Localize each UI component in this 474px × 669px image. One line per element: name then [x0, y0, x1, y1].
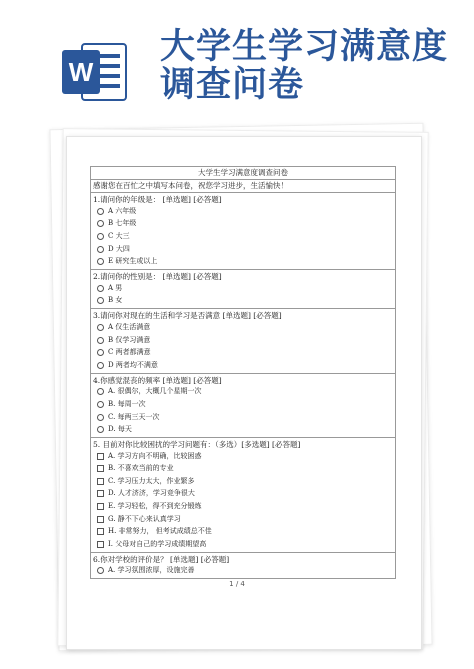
- option-label: A. 学习方向不明确，比较困惑: [108, 451, 202, 460]
- option-label: C 大三: [108, 231, 130, 240]
- answer-option[interactable]: [97, 243, 393, 256]
- option-list: [93, 321, 393, 371]
- checkbox-icon[interactable]: [97, 490, 104, 497]
- checkbox-icon[interactable]: [97, 528, 104, 535]
- answer-option[interactable]: [97, 450, 393, 463]
- question-block: [90, 552, 396, 580]
- option-label: B. 不喜欢当前的专业: [108, 464, 174, 473]
- answer-option[interactable]: [97, 513, 393, 526]
- answer-option[interactable]: [97, 463, 393, 476]
- option-label: C. 学习压力太大，作业繁多: [108, 476, 195, 485]
- title-line-1: 大学生学习满意度: [160, 26, 449, 67]
- radio-icon[interactable]: [97, 349, 104, 356]
- radio-icon[interactable]: [97, 258, 104, 265]
- page-indicator: 1 / 4: [229, 580, 245, 588]
- option-label: D 两者均不满意: [108, 360, 158, 369]
- survey-form: [90, 166, 396, 579]
- question-text: 2.请问你的性别是： [单选题] [必答题]: [93, 271, 222, 281]
- option-label: H. 非常努力， 但考试成绩总不佳: [108, 527, 212, 536]
- answer-option[interactable]: [97, 488, 393, 501]
- word-app-icon: [60, 40, 128, 104]
- option-label: A. 学习氛围浓厚，设施完善: [108, 566, 195, 575]
- survey-intro: 感谢您在百忙之中填写本问卷，祝您学习进步，生活愉快！: [90, 179, 396, 192]
- option-label: I. 父母对自己的学习成绩期望高: [108, 539, 207, 548]
- radio-icon[interactable]: [97, 297, 104, 304]
- answer-option[interactable]: [97, 423, 393, 436]
- question-text: 3.请问你对现在的生活和学习是否满意 [单选题] [必答题]: [93, 311, 282, 321]
- svg-text:W: W: [68, 57, 94, 87]
- question-block: [90, 437, 396, 552]
- checkbox-icon[interactable]: [97, 453, 104, 460]
- option-list: [93, 565, 393, 578]
- radio-icon[interactable]: [97, 233, 104, 240]
- answer-option[interactable]: [97, 282, 393, 295]
- option-label: B 女: [108, 296, 123, 305]
- option-label: A 仅生活满意: [108, 322, 151, 331]
- question-block: [90, 308, 396, 372]
- answer-option[interactable]: [97, 525, 393, 538]
- survey-title: 大学生学习满意度调查问卷: [90, 166, 396, 179]
- option-label: B. 每周一次: [108, 399, 146, 408]
- checkbox-icon[interactable]: [97, 465, 104, 472]
- question-list: [90, 192, 396, 579]
- answer-option[interactable]: [97, 205, 393, 218]
- option-label: B 仅学习满意: [108, 335, 151, 344]
- answer-option[interactable]: [97, 411, 393, 424]
- answer-option[interactable]: [97, 398, 393, 411]
- radio-icon[interactable]: [97, 567, 104, 574]
- radio-icon[interactable]: [97, 388, 104, 395]
- answer-option[interactable]: [97, 386, 393, 399]
- answer-option[interactable]: [97, 218, 393, 231]
- question-block: [90, 269, 396, 308]
- radio-icon[interactable]: [97, 337, 104, 344]
- answer-option[interactable]: [97, 565, 393, 578]
- answer-option[interactable]: [97, 334, 393, 347]
- answer-option[interactable]: [97, 346, 393, 359]
- radio-icon[interactable]: [97, 220, 104, 227]
- option-label: B 七年级: [108, 219, 137, 228]
- answer-option[interactable]: [97, 230, 393, 243]
- question-text: 1.请问你的年级是： [单选题] [必答题]: [93, 195, 222, 204]
- radio-icon[interactable]: [97, 426, 104, 433]
- option-label: D. 人才济济，学习竞争很大: [108, 489, 195, 498]
- checkbox-icon[interactable]: [97, 503, 104, 510]
- question-block: [90, 192, 396, 269]
- option-list: [93, 282, 393, 307]
- option-list: [93, 205, 393, 268]
- radio-icon[interactable]: [97, 414, 104, 421]
- question-text: 4.你感觉混丧的频率 [单选题] [必答题]: [93, 375, 222, 385]
- question-block: [90, 373, 396, 437]
- page-title: [160, 28, 448, 104]
- option-label: D. 每天: [108, 425, 132, 434]
- option-label: A. 很偶尔，大概几个星期一次: [108, 387, 202, 396]
- option-label: C. 每两三天一次: [108, 412, 160, 421]
- question-text: 5. 目前对你比较困扰的学习问题有：（多选）[多选题] [必答题]: [93, 439, 301, 449]
- option-label: A 六年级: [108, 206, 137, 215]
- answer-option[interactable]: [97, 475, 393, 488]
- option-label: D 大四: [108, 244, 130, 253]
- answer-option[interactable]: [97, 538, 393, 551]
- radio-icon[interactable]: [97, 246, 104, 253]
- option-label: C 两者都满意: [108, 348, 151, 357]
- option-list: [93, 450, 393, 551]
- answer-option[interactable]: [97, 321, 393, 334]
- option-label: A 男: [108, 283, 123, 292]
- option-label: E 研究生或以上: [108, 257, 158, 266]
- radio-icon[interactable]: [97, 324, 104, 331]
- title-line-2: 调查问卷: [160, 64, 305, 105]
- option-list: [93, 386, 393, 436]
- answer-option[interactable]: [97, 359, 393, 372]
- checkbox-icon[interactable]: [97, 541, 104, 548]
- question-text: 6.你对学校的评价是？ [单选题] [必答题]: [93, 554, 230, 564]
- radio-icon[interactable]: [97, 208, 104, 215]
- answer-option[interactable]: [97, 500, 393, 513]
- answer-option[interactable]: [97, 255, 393, 268]
- radio-icon[interactable]: [97, 401, 104, 408]
- radio-icon[interactable]: [97, 362, 104, 369]
- option-label: G. 静不下心来认真学习: [108, 514, 181, 523]
- answer-option[interactable]: [97, 295, 393, 308]
- option-label: E. 学习轻松，得不到充分锻炼: [108, 502, 202, 511]
- radio-icon[interactable]: [97, 285, 104, 292]
- checkbox-icon[interactable]: [97, 516, 104, 523]
- checkbox-icon[interactable]: [97, 478, 104, 485]
